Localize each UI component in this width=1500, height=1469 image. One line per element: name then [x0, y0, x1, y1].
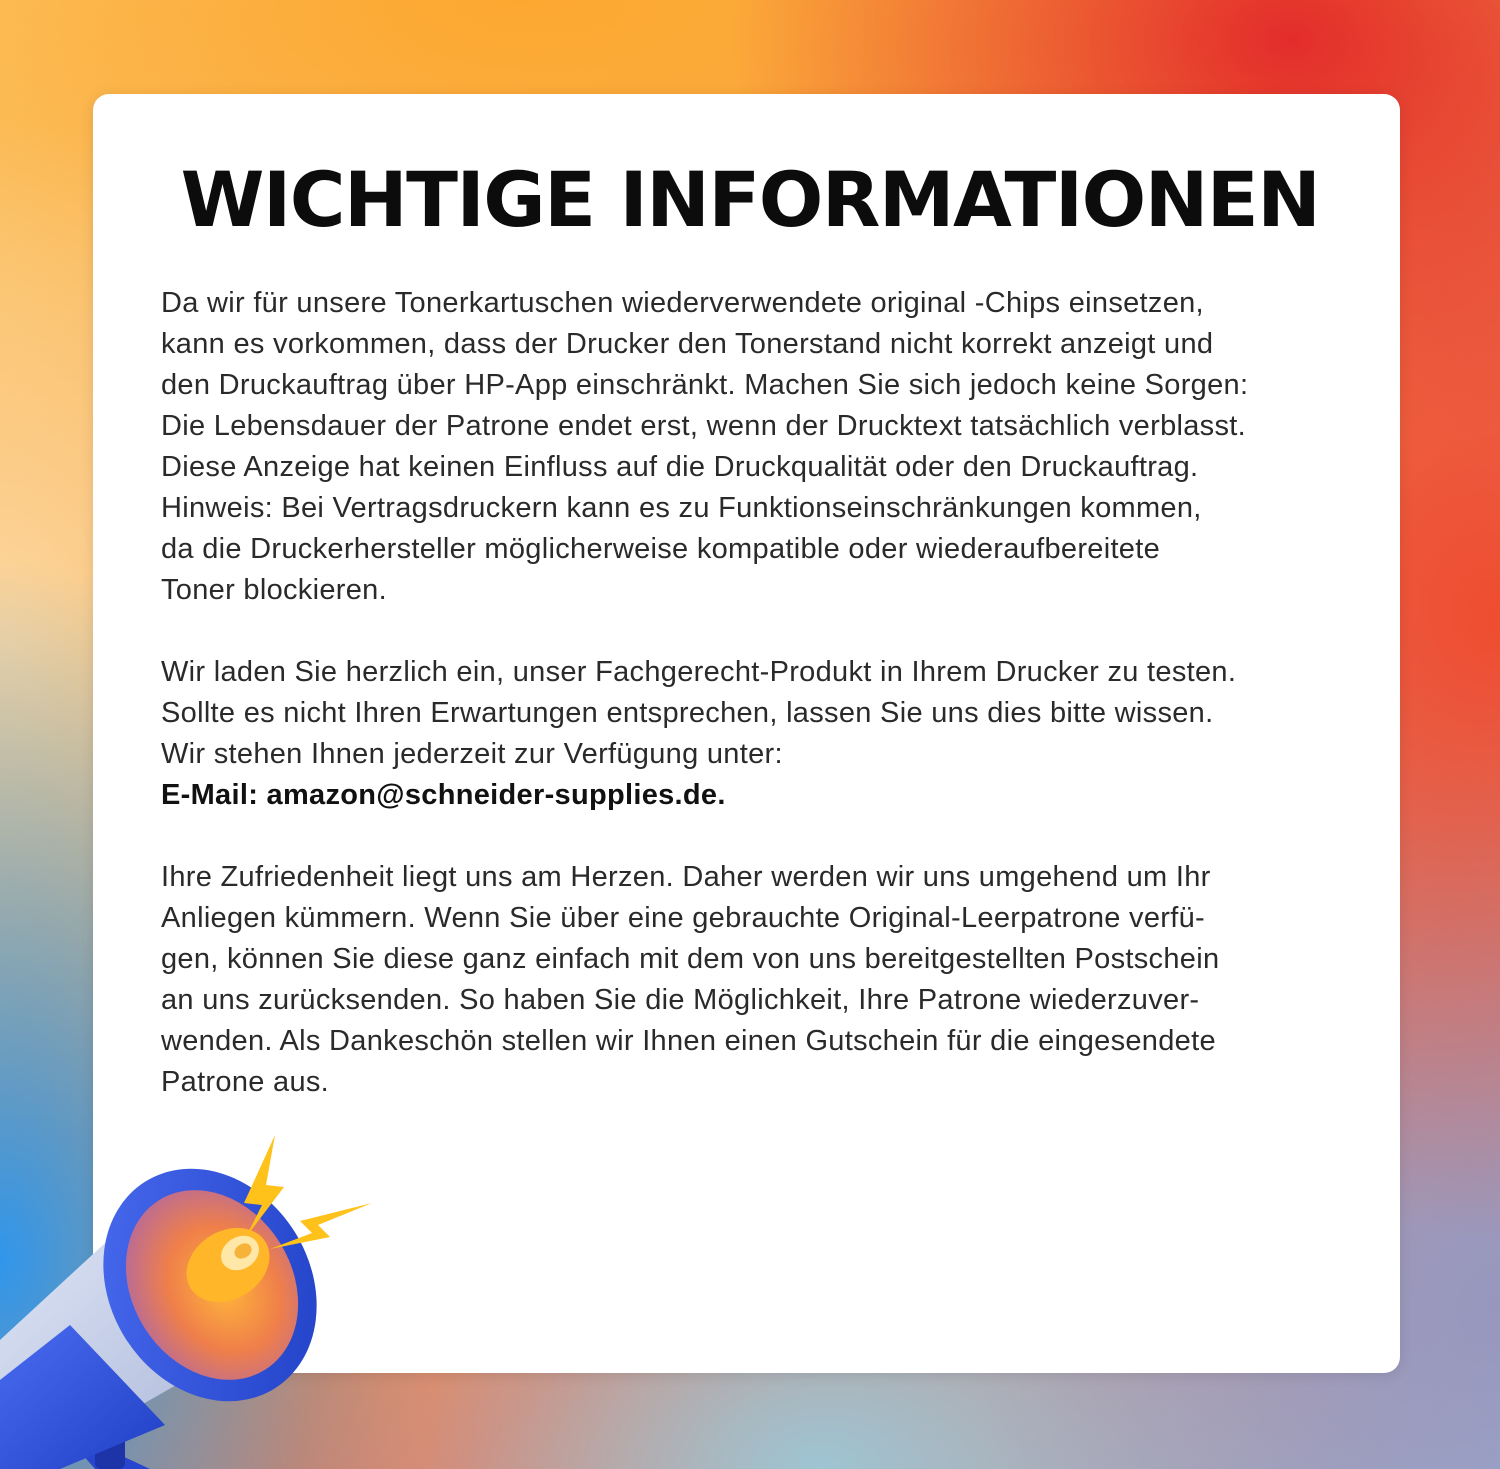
text-line: Patrone aus. [161, 1066, 330, 1098]
text-line: Sollte es nicht Ihren Erwartungen entsprechen, lassen Sie uns dies bitte wissen. [161, 697, 1214, 729]
email-contact: E-Mail: amazon@schneider-supplies.de. [161, 779, 726, 811]
text-line: den Druckauftrag über HP-App einschränkt. Machen Sie sich jedoch keine Sorgen: [161, 369, 1249, 401]
paragraph-invitation [161, 652, 1391, 816]
paragraph-satisfaction [161, 857, 1391, 1103]
text-line: Da wir für unsere Tonerkartuschen wiederverwendete original -Chips einsetzen, [161, 287, 1204, 319]
text-line: da die Druckerhersteller möglicherweise kompatible oder wiederaufbereitete [161, 533, 1161, 565]
text-line: Anliegen kümmern. Wenn Sie über eine gebrauchte Original-Leerpatrone verfü- [161, 902, 1205, 934]
text-line: Toner blockieren. [161, 574, 387, 606]
text-line: Ihre Zufriedenheit liegt uns am Herzen. Daher werden wir uns umgehend um Ihr [161, 861, 1211, 893]
text-line: Diese Anzeige hat keinen Einfluss auf die Druckqualität oder den Druckauftrag. [161, 451, 1199, 483]
text-line: Hinweis: Bei Vertragsdruckern kann es zu Funktionseinschränkungen kommen, [161, 492, 1202, 524]
text-line: Die Lebensdauer der Patrone endet erst, wenn der Drucktext tatsächlich verblasst. [161, 410, 1246, 442]
page-title: WICHTIGE INFORMATIONEN [180, 155, 1320, 244]
text-line: an uns zurücksenden. So haben Sie die Möglichkeit, Ihre Patrone wiederzuver- [161, 984, 1200, 1016]
text-line: kann es vorkommen, dass der Drucker den Tonerstand nicht korrekt anzeigt und [161, 328, 1214, 360]
text-line: wenden. Als Dankeschön stellen wir Ihnen einen Gutschein für die eingesendete [161, 1025, 1216, 1057]
text-line: gen, können Sie diese ganz einfach mit dem von uns bereitgestellten Postschein [161, 943, 1220, 975]
paragraph-chips [161, 283, 1391, 611]
text-line: Wir laden Sie herzlich ein, unser Fachgerecht-Produkt in Ihrem Drucker zu testen. [161, 656, 1237, 688]
info-text [161, 283, 1391, 1144]
megaphone-icon [0, 1125, 400, 1469]
text-line: Wir stehen Ihnen jederzeit zur Verfügung unter: [161, 738, 783, 770]
